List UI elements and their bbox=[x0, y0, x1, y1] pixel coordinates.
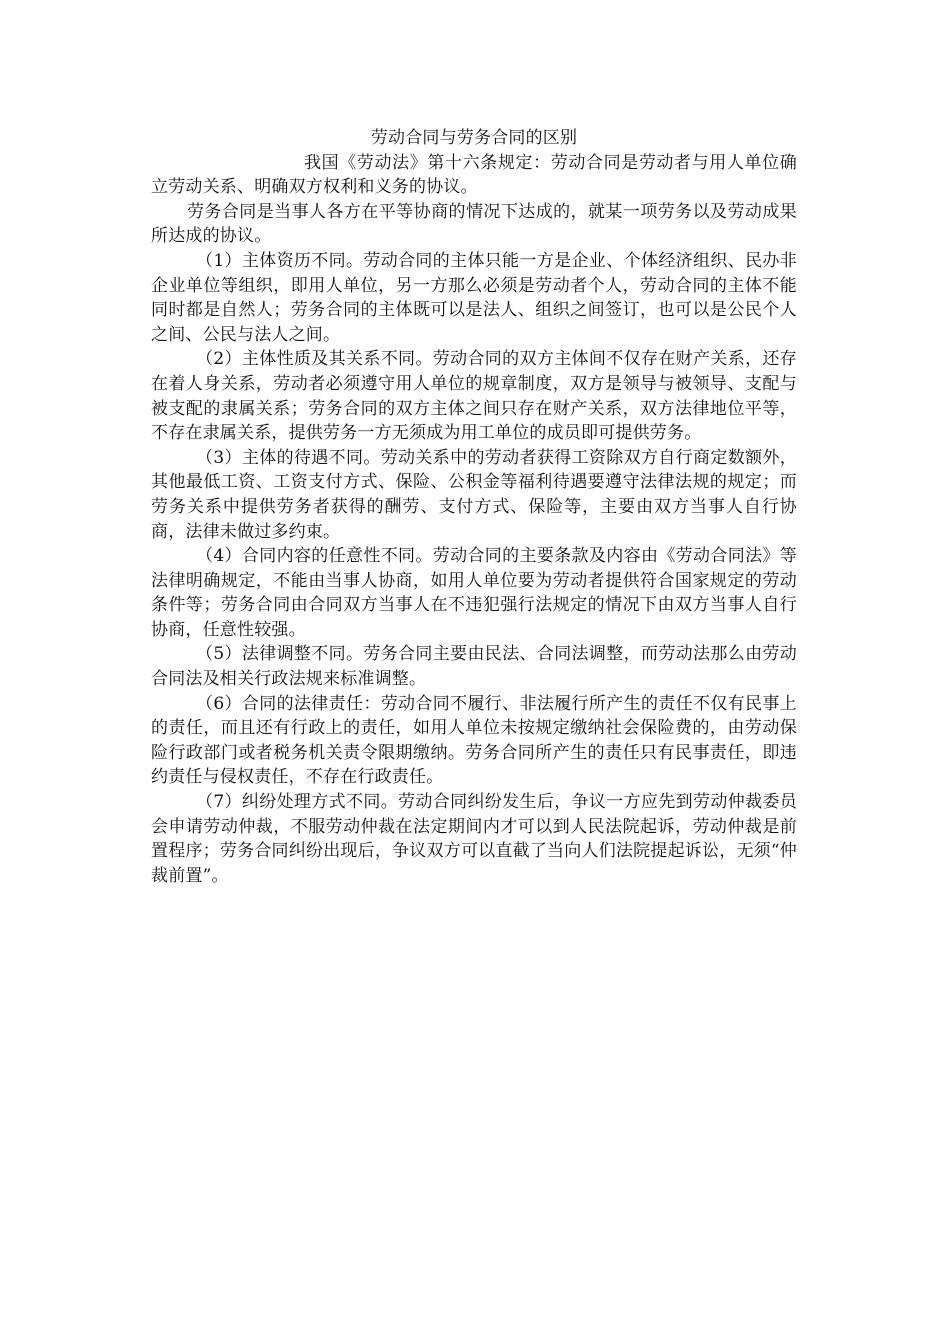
point-paragraph-5: （5）法律调整不同。劳务合同主要由民法、合同法调整，而劳动法那么由劳动合同法及相关行政法规来标准调整。 bbox=[151, 644, 797, 690]
definition-paragraph: 劳务合同是当事人各方在平等协商的情况下达成的，就某一项劳务以及劳动成果所达成的协议。 bbox=[151, 201, 797, 247]
intro-paragraph: 我国《劳动法》第十六条规定：劳动合同是劳动者与用人单位确立劳动关系、明确双方权利和义务的协议。 bbox=[151, 152, 797, 198]
point-paragraph-1: （1）主体资历不同。劳动合同的主体只能一方是企业、个体经济组织、民办非企业单位等组织，即用人单位，另一方那么必须是劳动者个人，劳动合同的主体不能同时都是自然人；劳务合同的主体既可以是法人、组织之间签订，也可以是公民个人之间、公民与法人之间。 bbox=[151, 250, 797, 345]
document-body bbox=[151, 126, 797, 888]
point-paragraph-4: （4）合同内容的任意性不同。劳动合同的主要条款及内容由《劳动合同法》等法律明确规定，不能由当事人协商，如用人单位要为劳动者提供符合国家规定的劳动条件等；劳务合同由合同双方当事人在不违犯强行法规定的情况下由双方当事人自行协商，任意性较强。 bbox=[151, 546, 797, 640]
point-paragraph-3: （3）主体的待遇不同。劳动关系中的劳动者获得工资除双方自行商定数额外，其他最低工资、工资支付方式、保险、公积金等福利待遇要遵守法律法规的规定；而劳务关系中提供劳务者获得的酬劳、支付方式、保险等，主要由双方当事人自行协商，法律未做过多约束。 bbox=[151, 447, 797, 542]
point-paragraph-2: （2）主体性质及其关系不同。劳动合同的双方主体间不仅存在财产关系，还存在着人身关系，劳动者必须遵守用人单位的规章制度，双方是领导与被领导、支配与被支配的隶属关系；劳务合同的双方主体之间只存在财产关系，双方法律地位平等，不存在隶属关系，提供劳务一方无须成为用工单位的成员即可提供劳务。 bbox=[151, 349, 797, 444]
document-title: 劳动合同与劳务合同的区别 bbox=[370, 128, 578, 148]
point-paragraph-7: （7）纠纷处理方式不同。劳动合同纠纷发生后，争议一方应先到劳动仲裁委员会申请劳动仲裁，不服劳动仲裁在法定期间内才可以到人民法院起诉，劳动仲裁是前置程序；劳务合同纠纷出现后，争议双方可以直截了当向人们法院提起诉讼，无须“仲裁前置”。 bbox=[151, 792, 797, 886]
point-paragraph-6: （6）合同的法律责任：劳动合同不履行、非法履行所产生的责任不仅有民事上的责任，而且还有行政上的责任，如用人单位未按规定缴纳社会保险费的，由劳动保险行政部门或者税务机关责令限期缴纳。劳务合同所产生的责任只有民事责任，即违约责任与侵权责任，不存在行政责任。 bbox=[151, 693, 797, 788]
